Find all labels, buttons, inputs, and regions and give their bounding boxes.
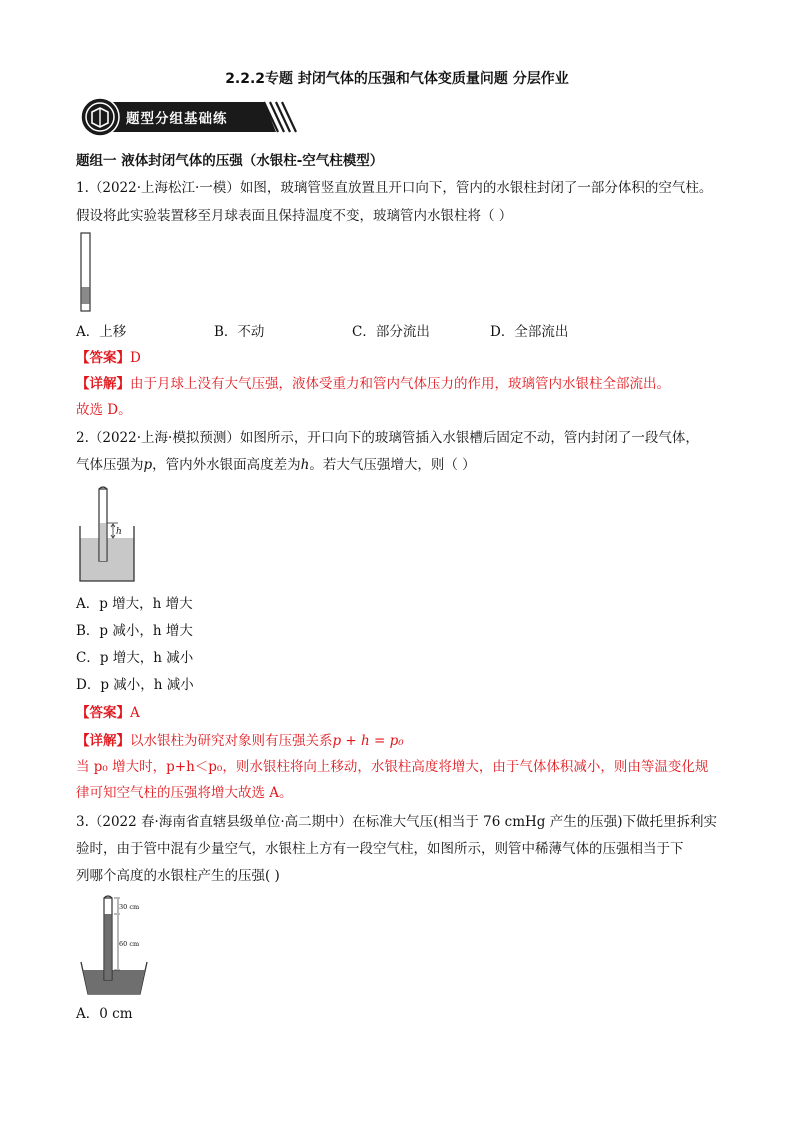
q2-option-a[interactable]: A．p 增大，h 增大 bbox=[76, 596, 193, 612]
q2-detail bbox=[76, 731, 404, 751]
q1-option-a[interactable]: A．上移 bbox=[76, 324, 127, 340]
q3-stem-line1: 3.（2022 春·海南省直辖县级单位·高二期中）在标准大气压(相当于 76 cmHg 产生的压强)下做托里拆利实 bbox=[76, 814, 717, 830]
q2-trough-figure bbox=[78, 486, 140, 584]
fig-label-30cm: 30 cm bbox=[119, 903, 140, 911]
detail-tag: 【详解】 bbox=[76, 376, 130, 392]
q1-stem-line2: 假设将此实验装置移至月球表面且保持温度不变，玻璃管内水银柱将（ ） bbox=[76, 208, 513, 224]
detail-text: 由于月球上没有大气压强，液体受重力和管内气体压力的作用，玻璃管内水银柱全部流出。 bbox=[130, 376, 670, 392]
banner-label: 题型分组基础练 bbox=[126, 111, 228, 127]
q1-stem-line1: 1.（2022·上海松江·一模）如图，玻璃管竖直放置且开口向下，管内的水银柱封闭了一部分体积的空气柱。 bbox=[76, 180, 713, 196]
q1-detail bbox=[76, 374, 670, 394]
var-p: p bbox=[143, 457, 153, 473]
q2-option-b[interactable]: B．p 减小，h 增大 bbox=[76, 623, 193, 639]
q2-text-a: 气体压强为 bbox=[76, 457, 144, 473]
q2-explanation-line1: 当 p₀ 增大时，p+h＜p₀，则水银柱将向上移动，水银柱高度将增大，由于气体体积减小，则由等温变化规 bbox=[76, 759, 709, 775]
q2-text-b: ，管内外水银面高度差为 bbox=[152, 457, 301, 473]
q1-answer bbox=[76, 348, 141, 368]
q1-option-b[interactable]: B．不动 bbox=[214, 324, 265, 340]
q2-option-c[interactable]: C．p 增大，h 减小 bbox=[76, 650, 194, 666]
answer-value: D bbox=[130, 350, 141, 366]
q2-option-d[interactable]: D．p 减小，h 减小 bbox=[76, 677, 194, 693]
q2-text-c: 。若大气压强增大，则（ ） bbox=[309, 457, 476, 473]
q1-option-d[interactable]: D．全部流出 bbox=[490, 324, 569, 340]
fig-label-60cm: 60 cm bbox=[119, 940, 140, 948]
answer-tag: 【答案】 bbox=[76, 705, 130, 721]
q2-stem-line2 bbox=[76, 455, 476, 475]
formula: p + h = p₀ bbox=[332, 733, 404, 749]
fig-label-h: h bbox=[116, 527, 122, 537]
q2-stem-line1: 2.（2022·上海·模拟预测）如图所示，开口向下的玻璃管插入水银槽后固定不动，管内封闭了一段气体， bbox=[76, 430, 699, 446]
q2-answer bbox=[76, 703, 140, 723]
q1-tube-figure bbox=[78, 232, 94, 314]
book-icon bbox=[81, 98, 119, 136]
answer-tag: 【答案】 bbox=[76, 350, 130, 366]
q1-option-c[interactable]: C．部分流出 bbox=[352, 324, 430, 340]
detail-tag: 【详解】 bbox=[76, 733, 130, 749]
group-heading: 题组一 液体封闭气体的压强（水银柱-空气柱模型） bbox=[76, 153, 384, 169]
answer-value: A bbox=[130, 705, 140, 721]
detail-text: 以水银柱为研究对象则有压强关系 bbox=[130, 733, 333, 749]
q1-conclusion: 故选 D。 bbox=[76, 402, 132, 418]
q3-option-a[interactable]: A．0 cm bbox=[76, 1006, 133, 1022]
q3-stem-line2: 验时，由于管中混有少量空气，水银柱上方有一段空气柱，如图所示，则管中稀薄气体的压强相当于下 bbox=[76, 841, 684, 857]
q3-torricelli-figure bbox=[78, 894, 150, 998]
q2-explanation-line2: 律可知空气柱的压强将增大故选 A。 bbox=[76, 785, 293, 801]
page-title: 2.2.2专题 封闭气体的压强和气体变质量问题 分层作业 bbox=[225, 71, 569, 87]
var-h: h bbox=[300, 457, 310, 473]
q3-stem-line3: 列哪个高度的水银柱产生的压强( ) bbox=[76, 868, 280, 884]
